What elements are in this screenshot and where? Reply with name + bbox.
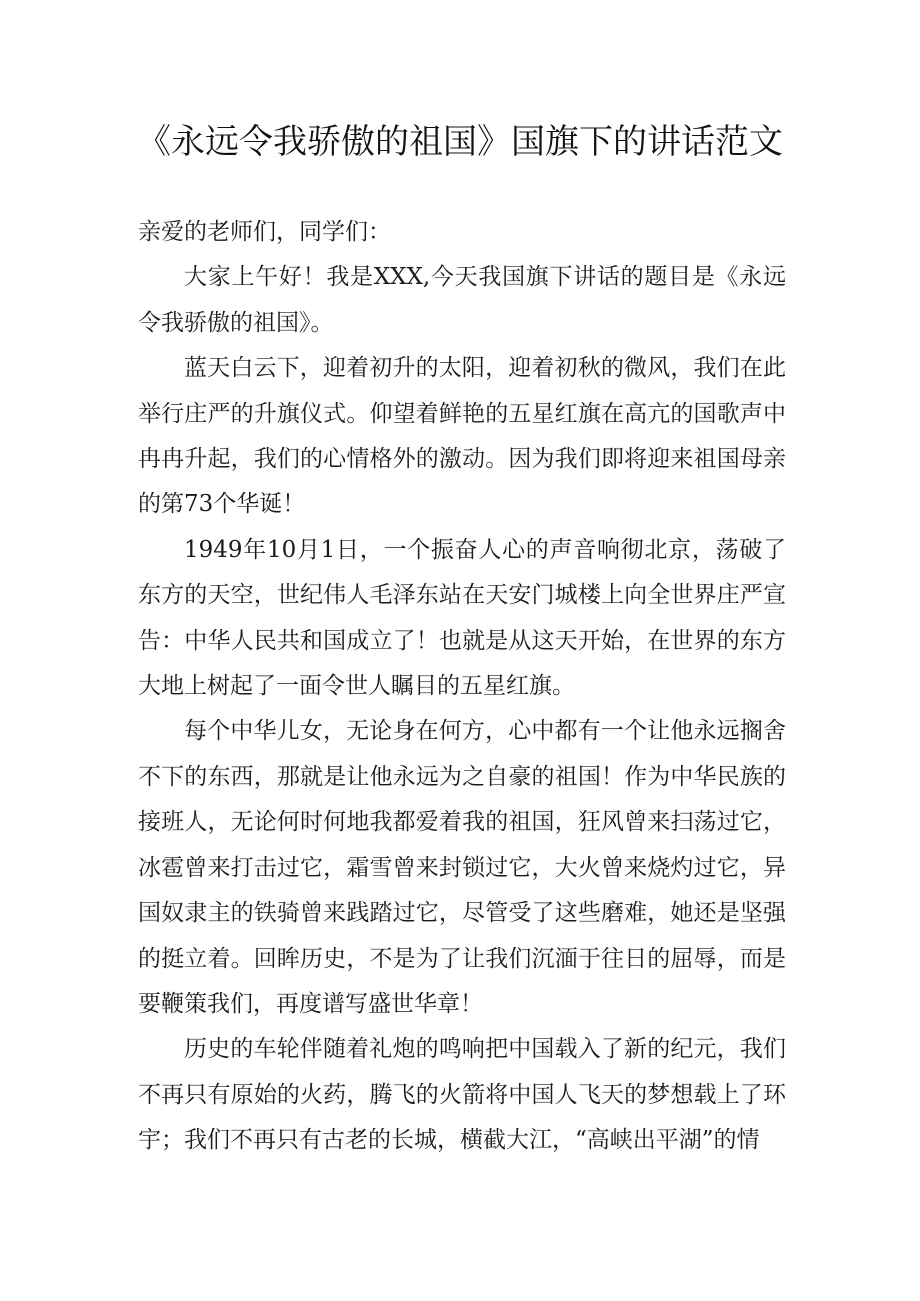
document-title: 《永远令我骄傲的祖国》国旗下的讲话范文 bbox=[137, 122, 783, 162]
paragraph: 蓝天白云下，迎着初升的太阳，迎着初秋的微风，我们在此举行庄严的升旗仪式。仰望着鲜艳的五星红旗在高亢的国歌声中冉冉升起，我们的心情格外的激动。因为我们即将迎来祖国母亲的第73个华诞！ bbox=[138, 355, 786, 518]
paragraph: 每个中华儿女，无论身在何方，心中都有一个让他永远搁舍不下的东西，那就是让他永远为之自豪的祖国！作为中华民族的接班人，无论何时何地我都爱着我的祖国，狂风曾来扫荡过它，冰雹曾来打击过它，霜雪曾来封锁过它，大火曾来烧灼过它，异国奴隶主的铁骑曾来践踏过它，尽管受了这些磨难，她还是坚强的挺立着。回眸历史，不是为了让我们沉湎于往日的屈辱，而是要鞭策我们，再度谱写盛世华章！ bbox=[138, 718, 786, 1017]
paragraph: 大家上午好！我是XXX,今天我国旗下讲话的题目是《永远令我骄傲的祖国》。 bbox=[138, 264, 786, 336]
paragraph: 1949年10月1日，一个振奋人心的声音响彻北京，荡破了东方的天空，世纪伟人毛泽东站在天安门城楼上向全世界庄严宣告：中华人民共和国成立了！也就是从这天开始，在世界的东方大地上树起了一面令世人瞩目的五星红旗。 bbox=[138, 536, 786, 700]
paragraph: 历史的车轮伴随着礼炮的鸣响把中国载入了新的纪元，我们不再只有原始的火药，腾飞的火箭将中国人飞天的梦想载上了环宇；我们不再只有古老的长城，横截大江，“高峡出平湖”的情 bbox=[138, 1036, 786, 1154]
document-body bbox=[138, 210, 786, 1164]
salutation: 亲爱的老师们，同学们： bbox=[138, 219, 391, 245]
